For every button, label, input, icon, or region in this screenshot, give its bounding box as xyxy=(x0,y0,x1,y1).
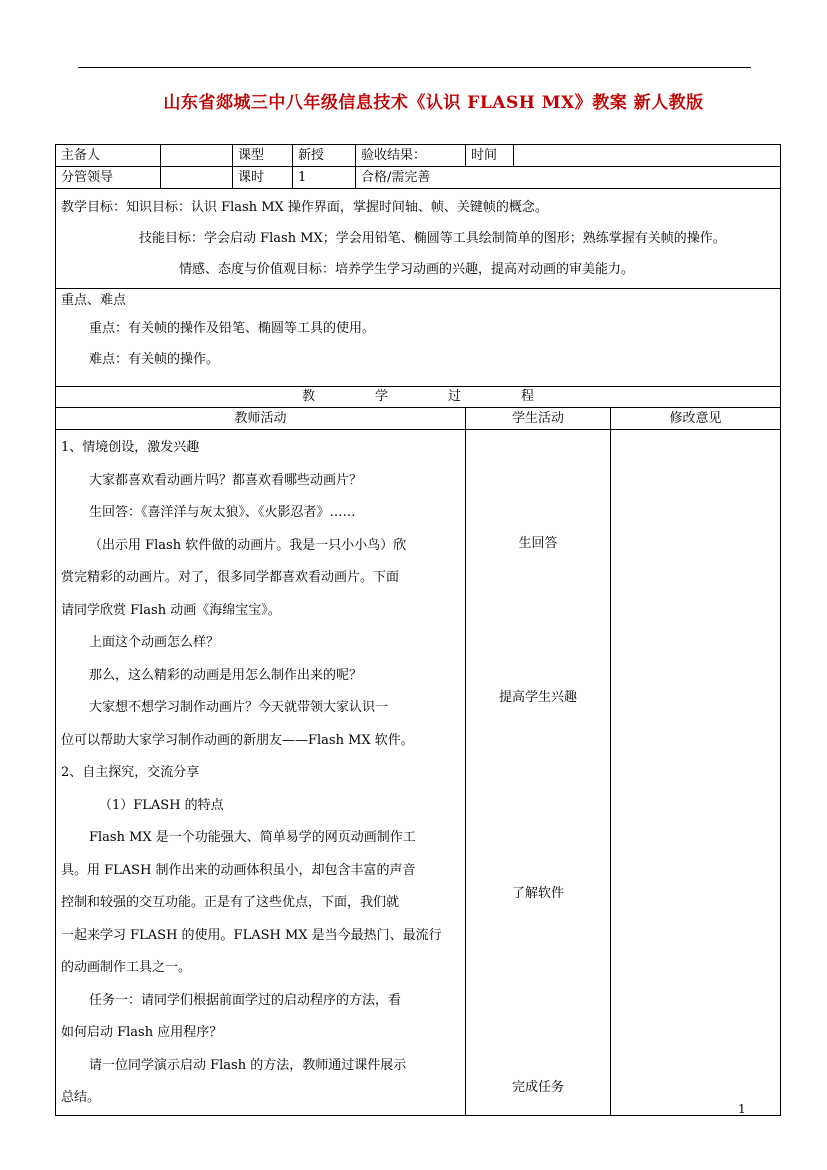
teacher-activity-header: 教师活动 xyxy=(56,408,466,430)
difficult-point: 难点：有关帧的操作。 xyxy=(89,352,220,367)
teaching-goals xyxy=(56,189,781,289)
teacher-activity-line: （1）FLASH 的特点 xyxy=(99,797,224,813)
student-activity-item: 提高学生兴趣 xyxy=(498,690,577,705)
key-points-heading: 重点、难点 xyxy=(61,293,127,308)
revision-notes xyxy=(611,430,781,1116)
student-activity-item: 完成任务 xyxy=(511,1080,564,1095)
process-heading-row xyxy=(56,387,781,408)
teacher-activity-line: 大家想不想学习制作动画片？今天就带领大家认识一 xyxy=(89,700,389,715)
supervisor-label: 分管领导 xyxy=(56,167,161,189)
skill-goal: 技能目标：学会启动 Flash MX；学会用铅笔、椭圆等工具绘制简单的图形；熟练掌握有关帧的操作。 xyxy=(139,231,726,246)
key-point: 重点：有关帧的操作及铅笔、椭圆等工具的使用。 xyxy=(89,321,376,336)
lesson-type-value: 新授 xyxy=(293,145,356,167)
key-points-row xyxy=(56,289,781,387)
acceptance-label: 验收结果： xyxy=(356,145,466,167)
supervisor-value xyxy=(161,167,233,189)
teacher-activity-line: 赏完精彩的动画片。对了，很多同学都喜欢看动画片。下面 xyxy=(61,570,400,585)
process-heading: 教学过程 xyxy=(56,387,781,408)
periods-label: 课时 xyxy=(233,167,293,189)
key-difficult-points xyxy=(56,289,781,387)
teacher-activity-line: 总结。 xyxy=(61,1090,101,1105)
teacher-activity-line: 生回答：《喜洋洋与灰太狼》、《火影忍者》…… xyxy=(89,505,356,520)
header-row-1 xyxy=(56,145,781,167)
teacher-activity-line: 位可以帮助大家学习制作动画的新朋友——Flash MX 软件。 xyxy=(61,732,414,748)
student-activity-header: 学生活动 xyxy=(466,408,611,430)
header-rule xyxy=(78,67,751,68)
lesson-type-label: 课型 xyxy=(233,145,293,167)
teacher-activity-line: （出示用 Flash 软件做的动画片。我是一只小小鸟）欣 xyxy=(89,537,407,553)
preparer-value xyxy=(161,145,233,167)
student-activity xyxy=(466,430,611,1116)
teacher-activity-line: 任务一：请同学们根据前面学过的启动程序的方法，看 xyxy=(89,992,402,1008)
teacher-activity-line: 请一位同学演示启动 Flash 的方法，教师通过课件展示 xyxy=(89,1057,407,1073)
teacher-activity-line: 具。用 FLASH 制作出来的动画体积虽小，却包含丰富的声音 xyxy=(61,862,416,878)
teacher-activity-line: 如何启动 Flash 应用程序？ xyxy=(61,1025,223,1040)
document-title: 山东省郯城三中八年级信息技术《认识 FLASH MX》教案 新人教版 xyxy=(163,93,704,113)
student-activity-item: 了解软件 xyxy=(511,886,564,901)
teacher-activity-line: 那么，这么精彩的动画是用怎么制作出来的呢？ xyxy=(89,667,363,683)
periods-value: 1 xyxy=(293,167,356,189)
teacher-activity-line: 上面这个动画怎么样？ xyxy=(89,635,220,650)
header-row-2 xyxy=(56,167,781,189)
teacher-activity-line: 请同学欣赏 Flash 动画《海绵宝宝》。 xyxy=(61,602,281,618)
knowledge-goal: 教学目标：知识目标：认识 Flash MX 操作界面，掌握时间轴、帧、关键帧的概念。 xyxy=(61,200,548,215)
time-value xyxy=(514,145,781,167)
teacher-activity-line: Flash MX 是一个功能强大、简单易学的网页动画制作工 xyxy=(89,830,416,845)
teacher-activity xyxy=(56,430,466,1116)
teacher-activity-line: 控制和较强的交互功能。正是有了这些优点，下面，我们就 xyxy=(61,895,400,910)
teacher-activity-line: 的动画制作工具之一。 xyxy=(61,960,192,975)
teacher-activity-line: 大家都喜欢看动画片吗？都喜欢看哪些动画片？ xyxy=(89,472,363,488)
goals-row xyxy=(56,189,781,289)
page-number: 1 xyxy=(738,1102,746,1116)
attitude-goal: 情感、态度与价值观目标：培养学生学习动画的兴趣，提高对动画的审美能力。 xyxy=(179,262,635,277)
column-header-row xyxy=(56,408,781,430)
teacher-activity-line: 一起来学习 FLASH 的使用。FLASH MX 是当今最热门、最流行 xyxy=(61,927,442,943)
acceptance-value: 合格/需完善 xyxy=(356,167,781,189)
revision-header: 修改意见 xyxy=(611,408,781,430)
teacher-activity-line: 1、情境创设，激发兴趣 xyxy=(61,440,200,455)
student-activity-item: 生回答 xyxy=(518,536,558,551)
teacher-activity-line: 2、自主探究，交流分享 xyxy=(61,765,200,780)
preparer-label: 主备人 xyxy=(56,145,161,167)
lesson-plan-table xyxy=(55,144,781,1116)
activity-row xyxy=(56,430,781,1116)
time-label: 时间 xyxy=(466,145,514,167)
